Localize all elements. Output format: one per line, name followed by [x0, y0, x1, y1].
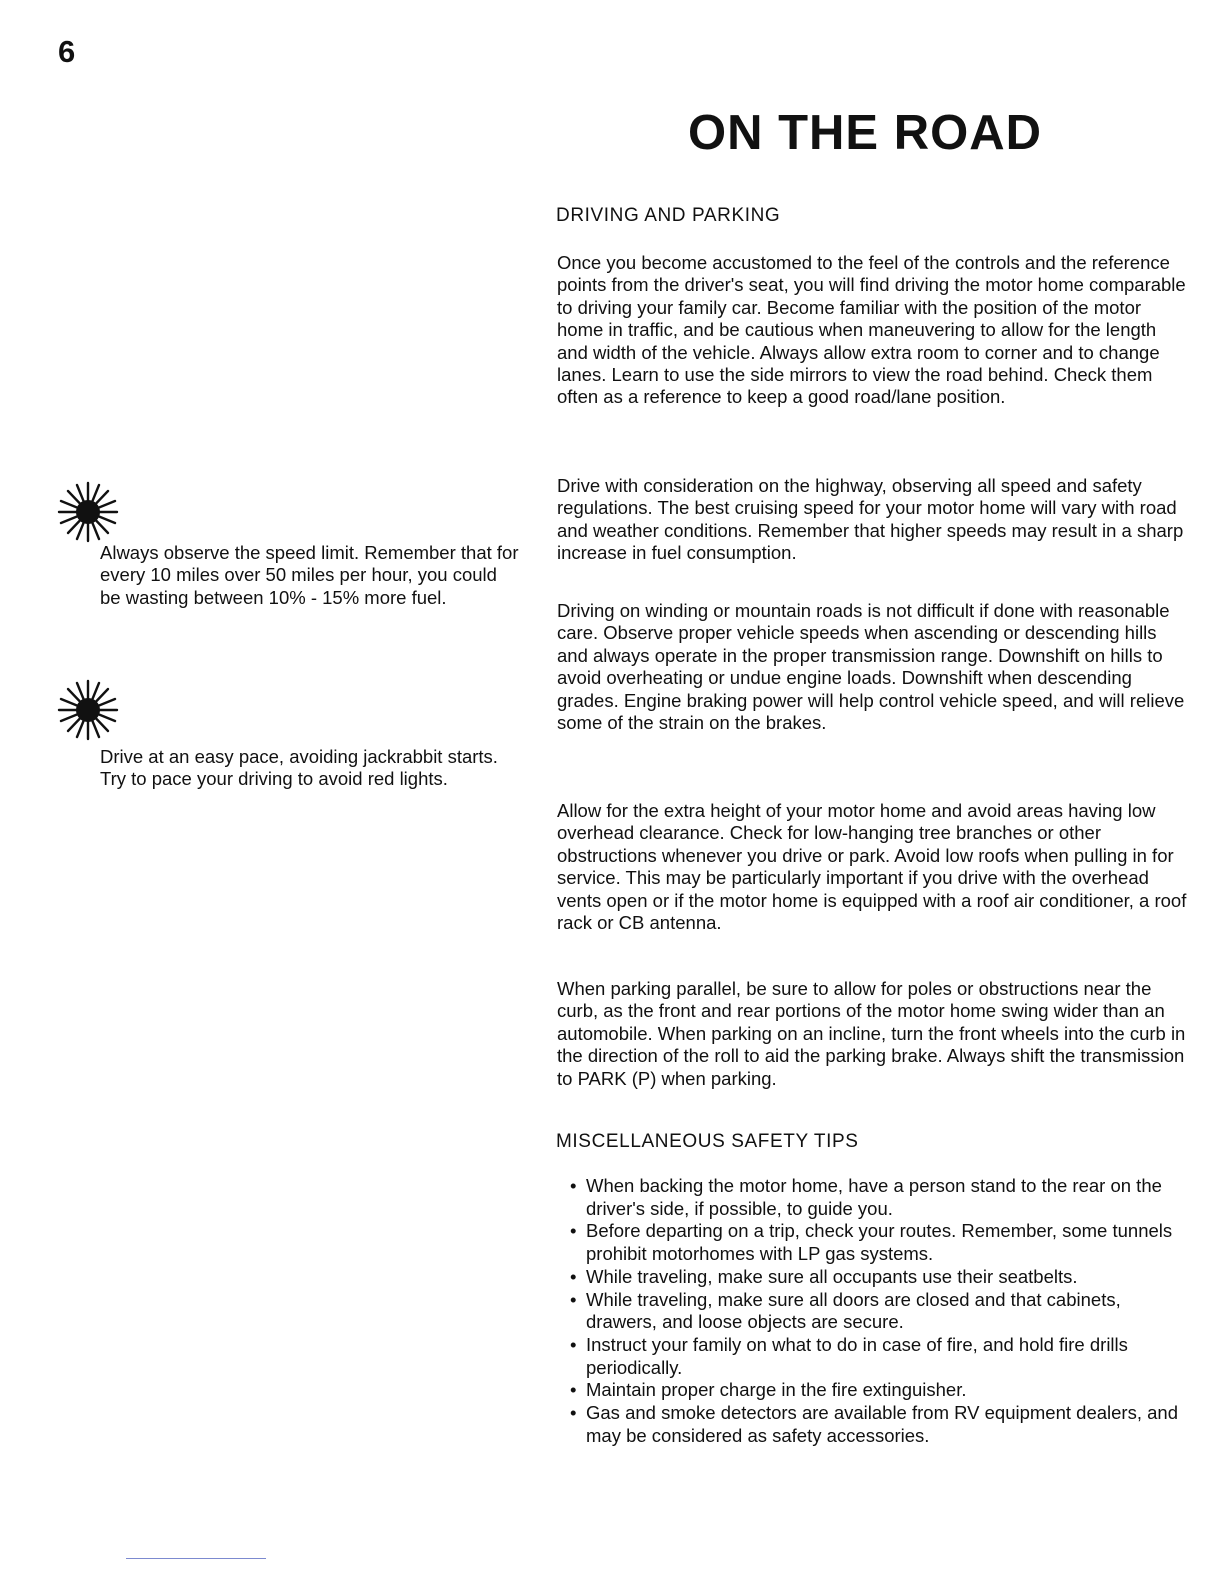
starburst-icon — [56, 480, 120, 544]
list-item: • Gas and smoke detectors are available from RV equipment dealers, and may be considered as safety accessories. — [570, 1402, 1190, 1447]
safety-tips-list — [570, 1175, 1190, 1447]
paragraph: When parking parallel, be sure to allow for poles or obstructions near the curb, as the front and rear portions of the motor home swing wider than an automobile. When parking on an incline, turn the front wheels into the curb in the direction of the roll to aid the parking brake. Always shift the transmission to PARK (P) when parking. — [557, 978, 1186, 1089]
sidebar-note: Always observe the speed limit. Remember that for every 10 miles over 50 miles per hour, you could be wasting between 10% - 15% more fuel. — [100, 542, 519, 608]
paragraph: Driving on winding or mountain roads is not difficult if done with reasonable care. Observe proper vehicle speeds when ascending or descending hills and always operate in the proper transmission range. Downshift on hills to avoid overheating or undue engine loads. Downshift when descending grades. Engine braking power will help control vehicle speed, and will relieve some of the strain on the brakes. — [557, 600, 1185, 734]
section-heading-safety-tips: MISCELLANEOUS SAFETY TIPS — [556, 1131, 859, 1152]
paragraph: Drive with consideration on the highway, observing all speed and safety regulations. The best cruising speed for your motor home will vary with road and weather conditions. Remember that higher speeds may result in a sharp increase in fuel consumption. — [557, 475, 1184, 564]
sidebar-note: Drive at an easy pace, avoiding jackrabbit starts. Try to pace your driving to avoid red lights. — [100, 746, 498, 790]
footer-divider — [126, 1558, 266, 1559]
list-item: • Maintain proper charge in the fire extinguisher. — [570, 1379, 1190, 1402]
starburst-icon — [56, 678, 120, 742]
list-item: • When backing the motor home, have a person stand to the rear on the driver's side, if possible, to guide you. — [570, 1175, 1190, 1220]
list-item: • While traveling, make sure all doors are closed and that cabinets, drawers, and loose objects are secure. — [570, 1289, 1190, 1334]
list-item: • Before departing on a trip, check your routes. Remember, some tunnels prohibit motorhomes with LP gas systems. — [570, 1220, 1190, 1265]
paragraph: Allow for the extra height of your motor home and avoid areas having low overhead clearance. Check for low-hanging tree branches or other obstructions whenever you drive or park. Avoid low roofs when pulling in for service. This may be particularly important if you drive with the overhead vents open or if the motor home is equipped with a roof air conditioner, a roof rack or CB antenna. — [557, 800, 1187, 934]
list-item: • Instruct your family on what to do in case of fire, and hold fire drills periodically. — [570, 1334, 1190, 1379]
page-number: 6 — [58, 34, 76, 69]
list-item: • While traveling, make sure all occupants use their seatbelts. — [570, 1266, 1190, 1289]
section-heading-driving-parking: DRIVING AND PARKING — [556, 205, 781, 226]
page-title: ON THE ROAD — [688, 106, 1042, 160]
paragraph: Once you become accustomed to the feel of the controls and the reference points from the driver's seat, you will find driving the motor home comparable to driving your family car. Become familiar with the position of the motor home in traffic, and be cautious when maneuvering to allow for the length and width of the vehicle. Always allow extra room to corner and to change lanes. Learn to use the side mirrors to view the road behind. Check them often as a reference to keep a good road/lane position. — [557, 252, 1186, 408]
